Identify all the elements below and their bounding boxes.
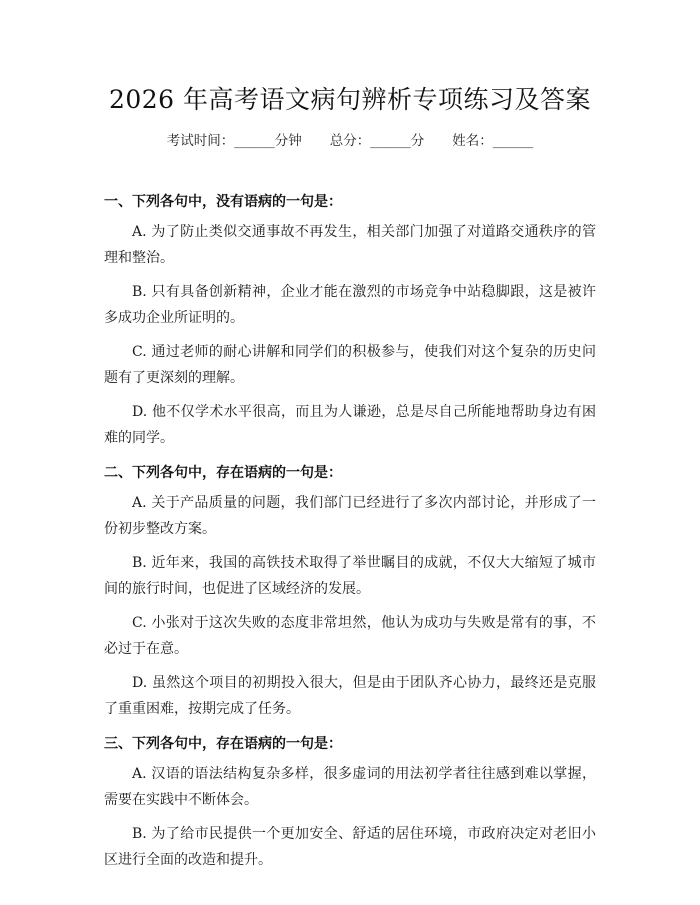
option-c: C. 小张对于这次失败的态度非常坦然，他认为成功与失败是常有的事，不必过于在意。	[104, 615, 596, 657]
option-d: D. 他不仅学术水平很高，而且为人谦逊，总是尽自己所能地帮助身边有困难的同学。	[104, 404, 596, 446]
option-b: B. 近年来，我国的高铁技术取得了举世瞩目的成就，不仅大大缩短了城市间的旅行时间，也促进了区域经济的发展。	[104, 555, 596, 597]
question-list	[104, 190, 596, 873]
section-heading: 一、下列各句中，没有语病的一句是：	[104, 194, 342, 210]
option-a: A. 为了防止类似交通事故不再发生，相关部门加强了对道路交通秩序的管理和整治。	[104, 224, 596, 266]
exam-time: 考试时间：______分钟	[166, 133, 302, 149]
exam-meta	[0, 131, 700, 151]
option-a: A. 汉语的语法结构复杂多样，很多虚词的用法初学者往往感到难以掌握，需要在实践中不断体会。	[104, 766, 596, 808]
page-title: 2026 年高考语文病句辨析专项练习及答案	[108, 85, 592, 114]
option-c: C. 通过老师的耐心讲解和同学们的积极参与，使我们对这个复杂的历史问题有了更深刻的理解。	[104, 344, 596, 386]
option-b: B. 只有具备创新精神，企业才能在激烈的市场竞争中站稳脚跟，这是被许多成功企业所证明的。	[104, 284, 596, 326]
section-heading: 三、下列各句中，存在语病的一句是：	[104, 736, 342, 752]
question-section-3	[104, 732, 596, 873]
option-a: A. 关于产品质量的问题，我们部门已经进行了多次内部讨论，并形成了一份初步整改方案。	[104, 495, 596, 537]
question-section-1	[104, 190, 596, 451]
question-section-2	[104, 461, 596, 722]
section-heading: 二、下列各句中，存在语病的一句是：	[104, 465, 342, 481]
option-d: D. 虽然这个项目的初期投入很大，但是由于团队齐心协力，最终还是克服了重重困难，按期完成了任务。	[104, 675, 596, 717]
total-score: 总分：______分	[329, 133, 425, 149]
option-b: B. 为了给市民提供一个更加安全、舒适的居住环境，市政府决定对老旧小区进行全面的改造和提升。	[104, 826, 596, 868]
student-name: 姓名：______	[452, 133, 534, 149]
